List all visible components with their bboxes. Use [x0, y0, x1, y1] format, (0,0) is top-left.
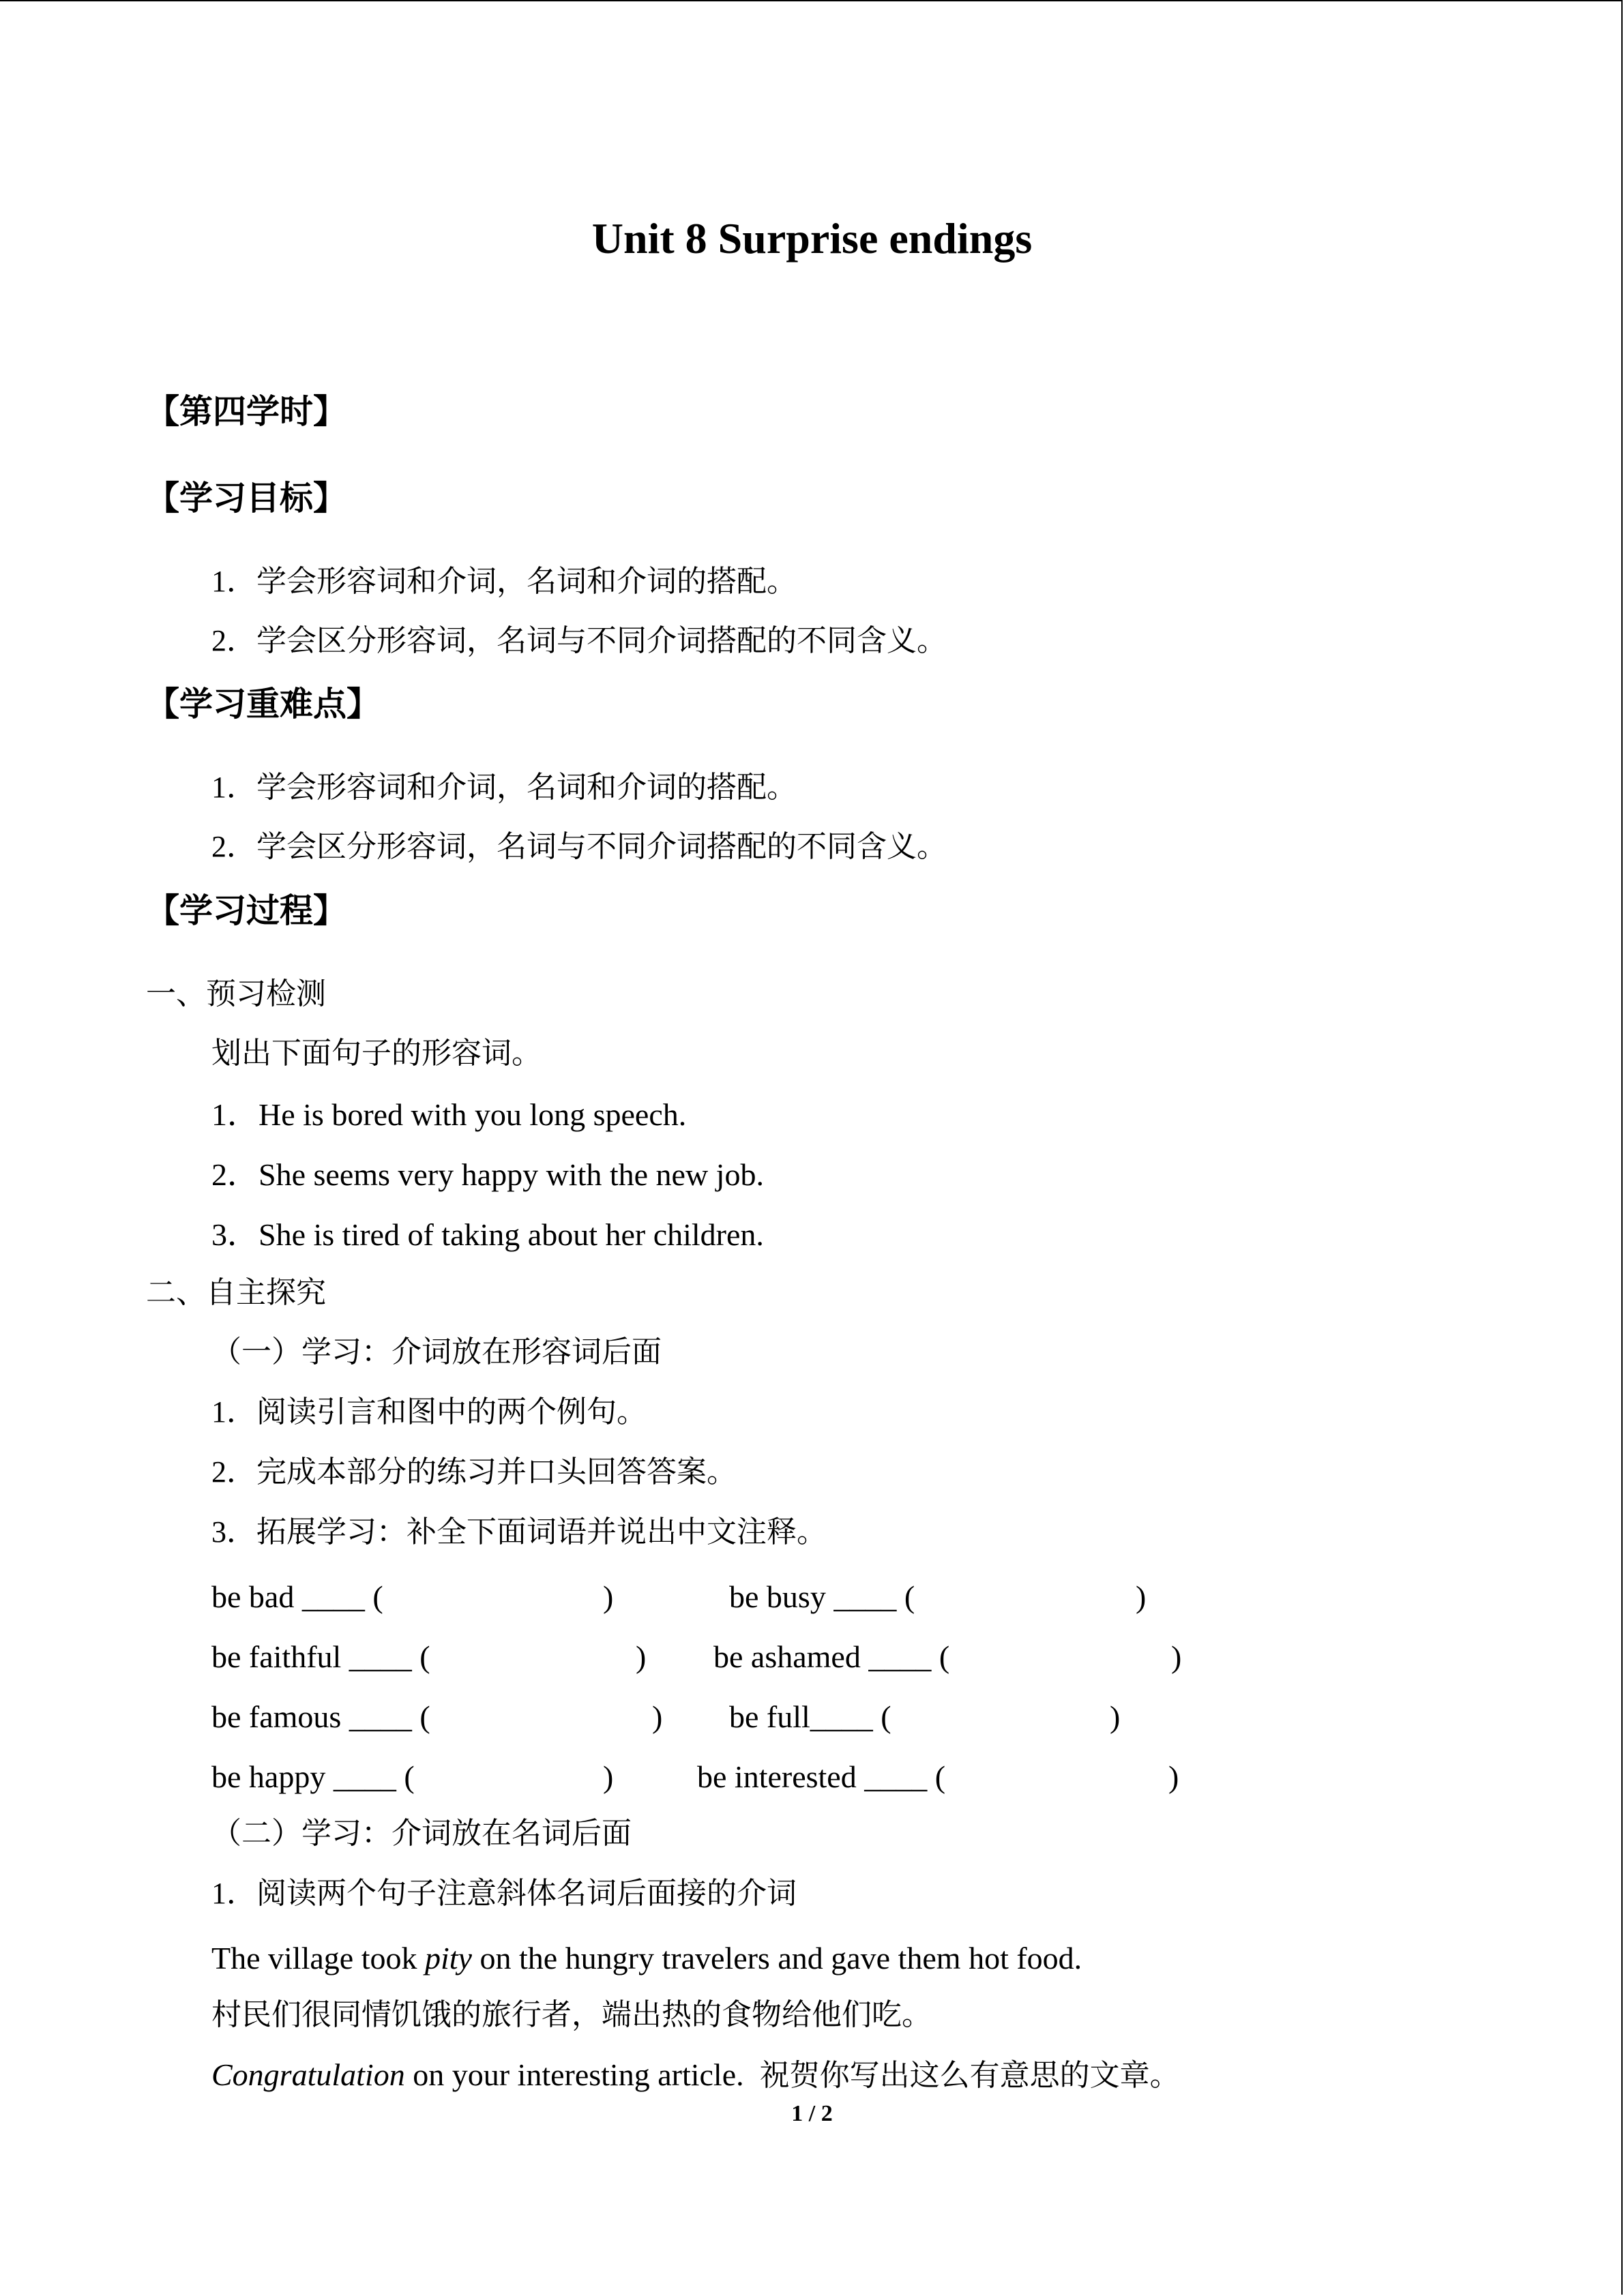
- heading-keypoints: 【学习重难点】: [146, 685, 381, 724]
- preview-sentence: 3．She is tired of taking about her children.: [211, 1217, 764, 1252]
- phrase-close-paren: ): [603, 1759, 614, 1794]
- part2-title: （二）学习：介词放在名词后面: [211, 1816, 632, 1851]
- phrase-close-paren: ): [1171, 1639, 1182, 1674]
- phrase-close-paren: ): [636, 1639, 647, 1674]
- part1-item: 1．阅读引言和图中的两个例句。: [211, 1395, 647, 1429]
- heading-objectives: 【学习目标】: [146, 479, 347, 518]
- section1-title: 一、预习检测: [146, 976, 326, 1011]
- phrase-blank[interactable]: be happy ____ (: [211, 1759, 415, 1794]
- keypoint-item: 2．学会区分形容词，名词与不同介词搭配的不同含义。: [211, 829, 947, 864]
- phrase-blank[interactable]: be ashamed ____ (: [713, 1639, 950, 1674]
- phrase-close-paren: ): [1168, 1759, 1179, 1794]
- objective-item: 1．学会形容词和介词，名词和介词的搭配。: [211, 564, 797, 599]
- section2-title: 二、自主探究: [146, 1275, 326, 1310]
- part1-item: 2．完成本部分的练习并口头回答答案。: [211, 1455, 737, 1489]
- phrase-close-paren: ): [1136, 1579, 1147, 1614]
- part2-item: 1．阅读两个句子注意斜体名词后面接的介词: [211, 1876, 797, 1911]
- example-sentence-2: Congratulation on your interesting article. 祝贺你写出这么有意思的文章。: [211, 2057, 1180, 2093]
- heading-process: 【学习过程】: [146, 891, 347, 930]
- phrase-close-paren: ): [652, 1699, 663, 1734]
- phrase-blank[interactable]: be faithful ____ (: [211, 1639, 430, 1674]
- section1-instruction: 划出下面句子的形容词。: [211, 1036, 542, 1071]
- keypoint-item: 1．学会形容词和介词，名词和介词的搭配。: [211, 770, 797, 805]
- phrase-close-paren: ): [603, 1579, 614, 1614]
- phrase-blank[interactable]: be interested ____ (: [697, 1759, 946, 1794]
- phrase-blank[interactable]: be bad ____ (: [211, 1579, 383, 1614]
- heading-period: 【第四学时】: [146, 392, 347, 431]
- preview-sentence: 2．She seems very happy with the new job.: [211, 1157, 764, 1192]
- objective-item: 2．学会区分形容词，名词与不同介词搭配的不同含义。: [211, 623, 947, 658]
- page-title: Unit 8 Surprise endings: [591, 214, 1033, 263]
- phrase-blank[interactable]: be full____ (: [729, 1699, 891, 1734]
- phrase-blank[interactable]: be famous ____ (: [211, 1699, 430, 1734]
- example-sentence-1: The village took pity on the hungry travelers and gave them hot food.: [211, 1941, 1082, 1976]
- page-number: 1 / 2: [791, 2101, 833, 2126]
- phrase-blank[interactable]: be busy ____ (: [729, 1579, 915, 1614]
- preview-sentence: 1．He is bored with you long speech.: [211, 1097, 687, 1132]
- example-translation-1: 村民们很同情饥饿的旅行者，端出热的食物给他们吃。: [211, 1997, 932, 2032]
- part1-title: （一）学习：介词放在形容词后面: [211, 1335, 662, 1369]
- part1-item: 3．拓展学习：补全下面词语并说出中文注释。: [211, 1515, 827, 1549]
- phrase-close-paren: ): [1110, 1699, 1121, 1734]
